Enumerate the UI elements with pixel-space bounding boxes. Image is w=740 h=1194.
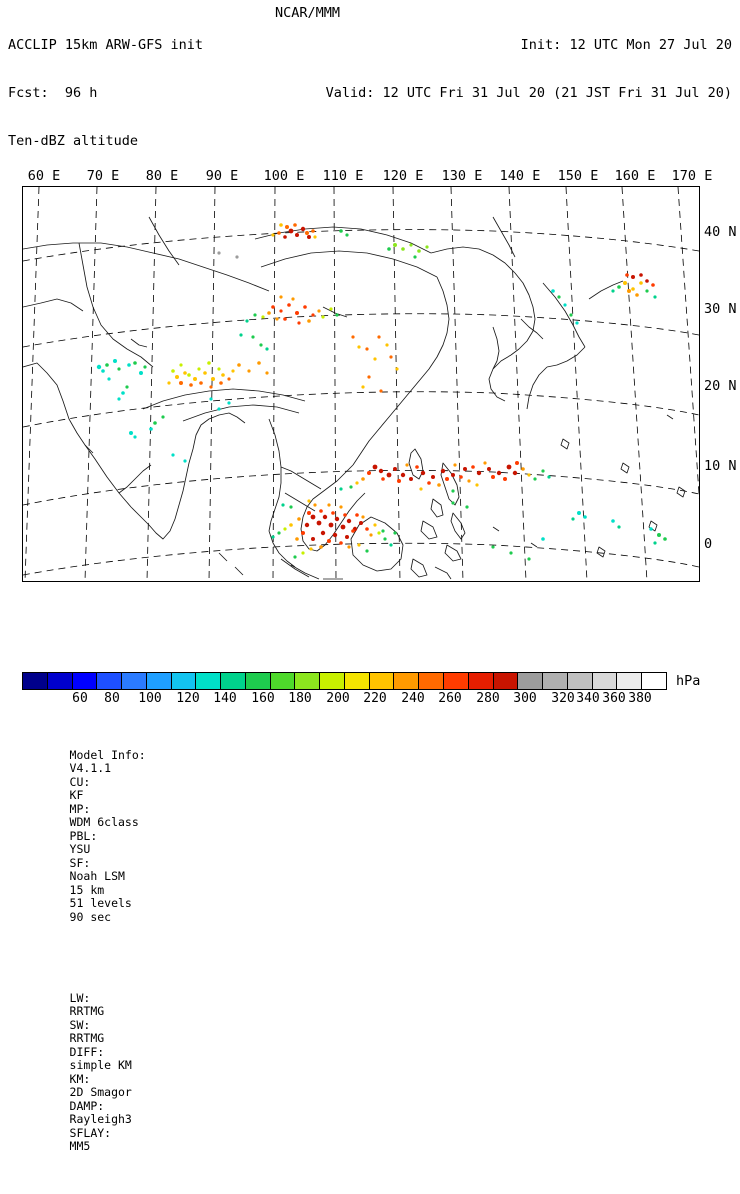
model-info-label: Model Info:: [69, 747, 146, 762]
lat-label: 30 N: [704, 301, 737, 317]
colorbar-tick: 80: [104, 691, 120, 706]
colorbar-swatch: [122, 673, 147, 689]
grid-spacing-value: 15 km: [69, 882, 105, 897]
colorbar-swatch: [172, 673, 197, 689]
header-forecast-hour: Fcst: 96 h: [8, 85, 98, 101]
colorbar-tick: 260: [438, 691, 462, 706]
colorbar-tick: 220: [363, 691, 387, 706]
model-info-row-1: [28, 735, 170, 938]
header-field-name: Ten-dBZ altitude: [8, 133, 139, 149]
colorbar-tick: 300: [513, 691, 537, 706]
cu-value: KF: [69, 788, 84, 802]
colorbar-tick: 160: [251, 691, 275, 706]
damp-key: DAMP:: [69, 1098, 105, 1113]
lon-label: 70 E: [86, 168, 120, 184]
lw-key: LW:: [69, 990, 91, 1005]
colorbar-tick: 280: [476, 691, 500, 706]
colorbar-swatch: [73, 673, 98, 689]
header-right: [326, 5, 732, 133]
colorbar[interactable]: [22, 672, 667, 690]
lon-label: 150 E: [557, 168, 599, 184]
colorbar-tick: 360: [602, 691, 626, 706]
header-model-title: ACCLIP 15km ARW-GFS init: [8, 37, 204, 53]
colorbar-swatch: [494, 673, 519, 689]
lon-label: 60 E: [27, 168, 61, 184]
colorbar-swatch: [419, 673, 444, 689]
colorbar-swatch: [221, 673, 246, 689]
colorbar-panel[interactable]: [22, 672, 701, 706]
map-graphic: [23, 187, 699, 581]
header-valid-time: Valid: 12 UTC Fri 31 Jul 20 (21 JST Fri 31 Jul 20): [325, 85, 732, 101]
colorbar-swatch: [394, 673, 419, 689]
sf-value: Noah LSM: [69, 869, 125, 883]
colorbar-tick: 60: [72, 691, 88, 706]
diff-value: simple KM: [69, 1058, 132, 1072]
colorbar-tick: 240: [401, 691, 425, 706]
pbl-key: PBL:: [69, 828, 98, 843]
lw-value: RRTMG: [69, 1004, 105, 1018]
lon-label: 170 E: [671, 168, 713, 184]
lon-label: 120 E: [382, 168, 424, 184]
header-center-institution: NCAR/MMM: [275, 5, 341, 21]
diff-key: DIFF:: [69, 1044, 105, 1059]
pbl-value: YSU: [69, 842, 91, 856]
model-info-row-2: [28, 965, 170, 1168]
colorbar-swatch: [246, 673, 271, 689]
sw-value: RRTMG: [69, 1031, 105, 1045]
timestep-value: 90 sec: [69, 909, 112, 924]
colorbar-swatch: [370, 673, 395, 689]
latitude-axis-labels: [704, 186, 740, 582]
colorbar-swatch: [617, 673, 642, 689]
colorbar-swatch: [147, 673, 172, 689]
colorbar-tick: 380: [628, 691, 652, 706]
colorbar-tick: 120: [176, 691, 200, 706]
colorbar-swatch: [518, 673, 543, 689]
lat-label: 10 N: [704, 458, 737, 474]
colorbar-tick: 320: [551, 691, 575, 706]
lon-label: 90 E: [205, 168, 239, 184]
colorbar-swatch: [568, 673, 593, 689]
map-frame: [22, 186, 700, 582]
colorbar-swatch: [642, 673, 666, 689]
damp-value: Rayleigh3: [69, 1112, 132, 1126]
km-key: KM:: [69, 1071, 91, 1086]
colorbar-swatch: [444, 673, 469, 689]
lon-label: 100 E: [263, 168, 305, 184]
sflay-value: MM5: [69, 1139, 91, 1153]
sflay-key: SFLAY:: [69, 1125, 112, 1140]
colorbar-units-label: hPa: [676, 673, 701, 689]
colorbar-swatch: [320, 673, 345, 689]
mp-key: MP:: [69, 801, 91, 816]
colorbar-swatch: [271, 673, 296, 689]
ten-dbz-altitude-points: [97, 223, 667, 560]
header-left: [8, 5, 203, 181]
lat-label: 0: [704, 536, 713, 552]
coastlines: [23, 217, 685, 579]
lat-label: 20 N: [704, 378, 737, 394]
colorbar-swatch: [469, 673, 494, 689]
model-info-block: [28, 708, 170, 1194]
cu-key: CU:: [69, 774, 91, 789]
map-panel[interactable]: [22, 186, 700, 582]
longitude-axis-labels: [22, 168, 713, 184]
colorbar-swatch: [295, 673, 320, 689]
sf-key: SF:: [69, 855, 91, 870]
colorbar-tick: 140: [213, 691, 237, 706]
colorbar-swatch: [97, 673, 122, 689]
header-init-time: Init: 12 UTC Mon 27 Jul 20: [520, 37, 732, 53]
colorbar-swatch: [23, 673, 48, 689]
lon-label: 110 E: [322, 168, 364, 184]
model-version: V4.1.1: [69, 761, 112, 775]
sw-key: SW:: [69, 1017, 91, 1032]
lon-label: 140 E: [499, 168, 541, 184]
colorbar-tick: 200: [326, 691, 350, 706]
colorbar-swatch: [196, 673, 221, 689]
colorbar-swatch: [593, 673, 618, 689]
colorbar-swatch: [48, 673, 73, 689]
km-value: 2D Smagor: [69, 1085, 132, 1099]
colorbar-tick: 180: [288, 691, 312, 706]
lon-label: 130 E: [441, 168, 483, 184]
lat-label: 40 N: [704, 224, 737, 240]
colorbar-swatch: [543, 673, 568, 689]
vertical-levels-value: 51 levels: [69, 896, 132, 910]
colorbar-tick: 340: [576, 691, 600, 706]
colorbar-tick: 100: [138, 691, 162, 706]
lon-label: 160 E: [614, 168, 656, 184]
lon-label: 80 E: [145, 168, 179, 184]
colorbar-tick-labels: [22, 691, 700, 707]
mp-value: WDM 6class: [69, 815, 139, 829]
colorbar-swatch: [345, 673, 370, 689]
